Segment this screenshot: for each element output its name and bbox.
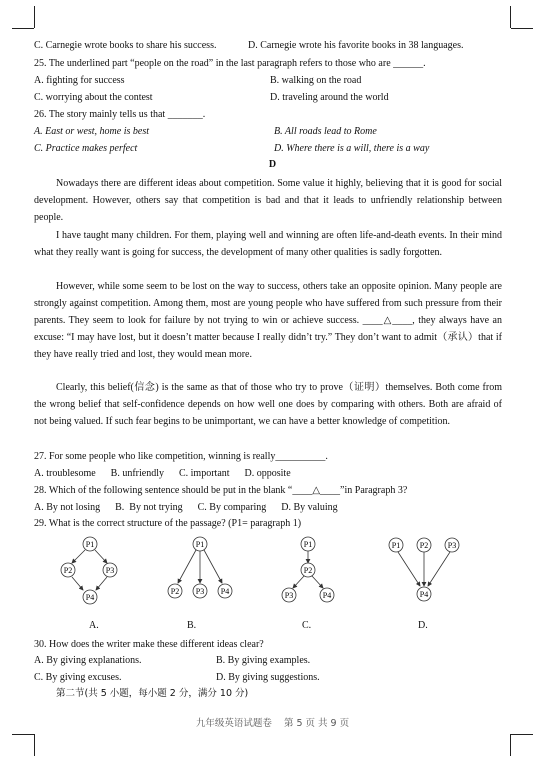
diagram-label-d: D. [418,620,428,631]
diagram-c-svg [268,536,348,608]
structure-diagram-b [160,536,240,608]
node-label-p1: P1 [391,541,401,550]
node-label-p3: P3 [284,591,294,600]
q30-option-b: B. By giving examples. [216,655,311,666]
crop-mark-top-right-h [511,28,533,29]
passage-paragraph-2: I have taught many children. For them, playing well and winning are often life-and-death events. In their mind what they really want is going for success, the development of many other qualities is sadly forgotten. [34,230,502,258]
node-label-p4: P4 [322,591,332,600]
node-label-p3: P3 [447,541,457,550]
q25-option-a: A. fighting for success [34,75,125,86]
option-line-c-d [34,40,517,52]
diagram-a-svg [52,536,132,608]
question-26: 26. The story mainly tells us that _______. [34,109,206,120]
q26-option-a: A. East or west, home is best [34,126,149,137]
crop-mark-top-right [510,6,511,28]
question-25: 25. The underlined part “people on the road” in the last paragraph refers to those who are ______. [34,58,426,69]
q26-option-b: B. All roads lead to Rome [274,126,377,137]
q30-option-a: A. By giving explanations. [34,655,142,666]
question-27: 27. For some people who like competition, winning is really__________. [34,451,328,462]
crop-mark-top-left [34,6,35,28]
structure-diagram-a [52,536,132,608]
q25-options-cd [34,92,517,104]
q25-option-b: B. walking on the road [270,75,362,86]
q28-options: A. By not losing B. By not trying C. By comparing D. By valuing [34,502,338,513]
structure-diagram-c [268,536,348,608]
passage-paragraph-1: Nowadays there are different ideas about competition. Some value it highly, believing that it is good for social development. However, others say that competition is bad and that it leads to unfriendly relationship between people. [34,178,502,223]
node-label-p2: P2 [63,566,73,575]
node-label-p1: P1 [303,540,313,549]
node-label-p3: P3 [195,587,205,596]
node-label-p4: P4 [85,593,95,602]
q26-options-ab [34,126,517,138]
node-label-p2: P2 [303,566,313,575]
node-label-p2: P2 [419,541,429,550]
node-label-p4: P4 [419,590,429,599]
q26-options-cd [34,143,517,155]
q25-option-c: C. worrying about the contest [34,92,153,103]
q30-options-ab [34,655,517,667]
diagram-label-a: A. [89,620,99,631]
q25-options-ab [34,75,517,87]
question-29: 29. What is the correct structure of the passage? (P1= paragraph 1) [34,518,302,529]
diagram-label-c: C. [302,620,312,631]
section-2-heading: 第二节(共 5 小题，每小题 2 分，满分 10 分) [56,688,249,699]
crop-mark-top-left-h [12,28,34,29]
passage-paragraph-4: Clearly, this belief(信念) is the same as that of those who try to prove（证明）themselves. Both come from the wrong belief that self-confidence depends on how well one does by comparing with others. Both are afraid of not being valued. If such fear begins to be unimportant, we can have a better knowledge of competition. [34,382,502,427]
q26-option-c: C. Practice makes perfect [34,143,138,154]
q30-options-cd [34,672,517,684]
diagram-label-b: B. [187,620,197,631]
crop-mark-bottom-left [34,734,35,756]
section-d-heading: D [268,159,277,170]
crop-mark-bottom-right-h [511,734,533,735]
node-label-p4: P4 [220,587,230,596]
q25-option-d: D. traveling around the world [270,92,389,103]
crop-mark-bottom-right [510,734,511,756]
node-label-p1: P1 [195,540,205,549]
q26-option-d: D. Where there is a will, there is a way [274,143,430,154]
page-footer: 九年级英语试题卷 第 5 页 共 9 页 [195,718,350,729]
node-label-p1: P1 [85,540,95,549]
q27-options: A. troublesome B. unfriendly C. important D. opposite [34,468,291,479]
question-30: 30. How does the writer make these different ideas clear? [34,639,264,650]
question-28: 28. Which of the following sentence should be put in the blank “____△____”in Paragraph 3? [34,485,408,496]
option-d: D. Carnegie wrote his favorite books in 38 languages. [248,40,464,51]
option-c: C. Carnegie wrote books to share his success. [34,40,217,51]
passage-paragraph-3: However, while some seem to be lost on the way to success, others take an opposite opinion. Many people are strongly against competition. Among them, most are young people who have suffered from such pressure from their parents. They seem to look for failure by not trying to win or achieve success. ____△____, they always have an excuse: “I may have lost, but it doesn’t matter because I really didn’t try.” They don’t want to admit（承认）that if they have really tried and lost, they would mean more. [34,281,502,360]
node-label-p2: P2 [170,587,180,596]
q30-option-d: D. By giving suggestions. [216,672,320,683]
diagram-d-svg [384,536,464,608]
q30-option-c: C. By giving excuses. [34,672,122,683]
diagram-b-svg [160,536,240,608]
structure-diagram-d [384,536,464,608]
node-label-p3: P3 [105,566,115,575]
crop-mark-bottom-left-h [12,734,34,735]
